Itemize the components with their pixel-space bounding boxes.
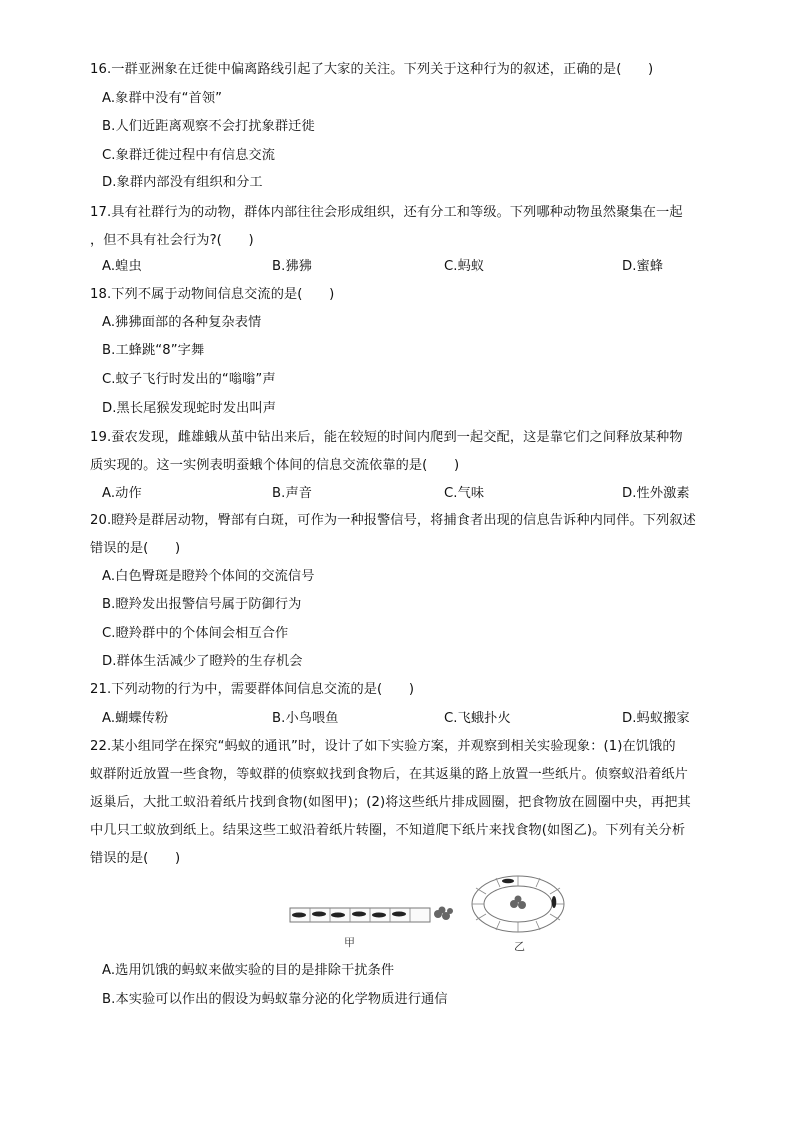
question-21-option-d: D.蚂蚁搬家 [622,711,690,726]
question-18-option-b: B.工蜂跳“8”字舞 [102,343,205,358]
question-17-option-d: D.蜜蜂 [622,259,664,274]
question-17-option-a: A.蝗虫 [102,259,142,274]
question-22-stem-line5: 错误的是( ) [90,851,181,866]
question-16-stem: 16.一群亚洲象在迁徙中偏离路线引起了大家的关注。下列关于这种行为的叙述，正确的是( ) [90,62,654,77]
question-22-stem-line1: 22.某小组同学在探究“蚂蚁的通讯”时，设计了如下实验方案，并观察到相关实验现象：(1)在饥饿的 [90,739,676,754]
question-20-option-a: A.白色臀斑是瞪羚个体间的交流信号 [102,569,315,584]
question-16-option-c: C.象群迁徙过程中有信息交流 [102,148,276,163]
figure-yi-food [510,896,526,910]
question-18-option-a: A.狒狒面部的各种复杂表情 [102,315,262,330]
question-17-option-b: B.狒狒 [272,259,313,274]
question-21-option-c: C.飞蛾扑火 [444,711,511,726]
question-17-stem-line2: ，但不具有社会行为?( ) [90,233,254,248]
question-16-option-b: B.人们近距离观察不会打扰象群迁徙 [102,119,315,134]
figure-jia-label: 甲 [344,936,355,949]
question-18-stem: 18.下列不属于动物间信息交流的是( ) [90,287,335,302]
question-22-stem-line4: 中几只工蚁放到纸上。结果这些工蚁沿着纸片转圈，不知道爬下纸片来找食物(如图乙)。下列有关分析 [90,823,686,838]
question-21-option-a: A.蝴蝶传粉 [102,711,169,726]
figure-yi-label: 乙 [514,940,525,953]
question-16-option-a: A.象群中没有“首领” [102,91,223,106]
question-20-option-b: B.瞪羚发出报警信号属于防御行为 [102,597,302,612]
ant-experiment-figure [286,870,572,954]
question-21-option-b: B.小鸟喂鱼 [272,711,339,726]
question-20-stem-line1: 20.瞪羚是群居动物，臀部有白斑，可作为一种报警信号，将捕食者出现的信息告诉种内同伴。下列叙述 [90,513,696,528]
question-19-option-c: C.气味 [444,486,485,501]
question-20-stem-line2: 错误的是( ) [90,541,181,556]
figure-jia-food [434,907,453,921]
ant-experiment-diagram [286,870,572,954]
question-21-stem: 21.下列动物的行为中，需要群体间信息交流的是( ) [90,682,415,697]
question-22-option-a: A.选用饥饿的蚂蚁来做实验的目的是排除干扰条件 [102,963,395,978]
question-17-stem-line1: 17.具有社群行为的动物，群体内部往往会形成组织，还有分工和等级。下列哪种动物虽然聚集在一起 [90,205,683,220]
question-22-option-b: B.本实验可以作出的假设为蚂蚁靠分泌的化学物质进行通信 [102,992,448,1007]
question-18-option-c: C.蚊子飞行时发出的“嗡嗡”声 [102,372,276,387]
question-18-option-d: D.黑长尾猴发现蛇时发出叫声 [102,401,276,416]
question-19-option-d: D.性外激素 [622,486,690,501]
question-19-stem-line2: 质实现的。这一实例表明蚕蛾个体间的信息交流依靠的是( ) [90,458,460,473]
question-20-option-d: D.群体生活减少了瞪羚的生存机会 [102,654,303,669]
question-17-option-c: C.蚂蚁 [444,259,485,274]
question-16-option-d: D.象群内部没有组织和分工 [102,175,263,190]
question-22-stem-line3: 返巢后，大批工蚁沿着纸片找到食物(如图甲)；(2)将这些纸片排成圆圈，把食物放在圆圈中央，再把其 [90,795,691,810]
question-22-stem-line2: 蚁群附近放置一些食物，等蚁群的侦察蚁找到食物后，在其返巢的路上放置一些纸片。侦察蚁沿着纸片 [90,767,688,782]
question-19-option-b: B.声音 [272,486,313,501]
question-19-stem-line1: 19.蚕农发现，雌雄蛾从茧中钻出来后，能在较短的时间内爬到一起交配，这是靠它们之间释放某种物 [90,430,683,445]
question-20-option-c: C.瞪羚群中的个体间会相互合作 [102,626,289,641]
question-19-option-a: A.动作 [102,486,142,501]
